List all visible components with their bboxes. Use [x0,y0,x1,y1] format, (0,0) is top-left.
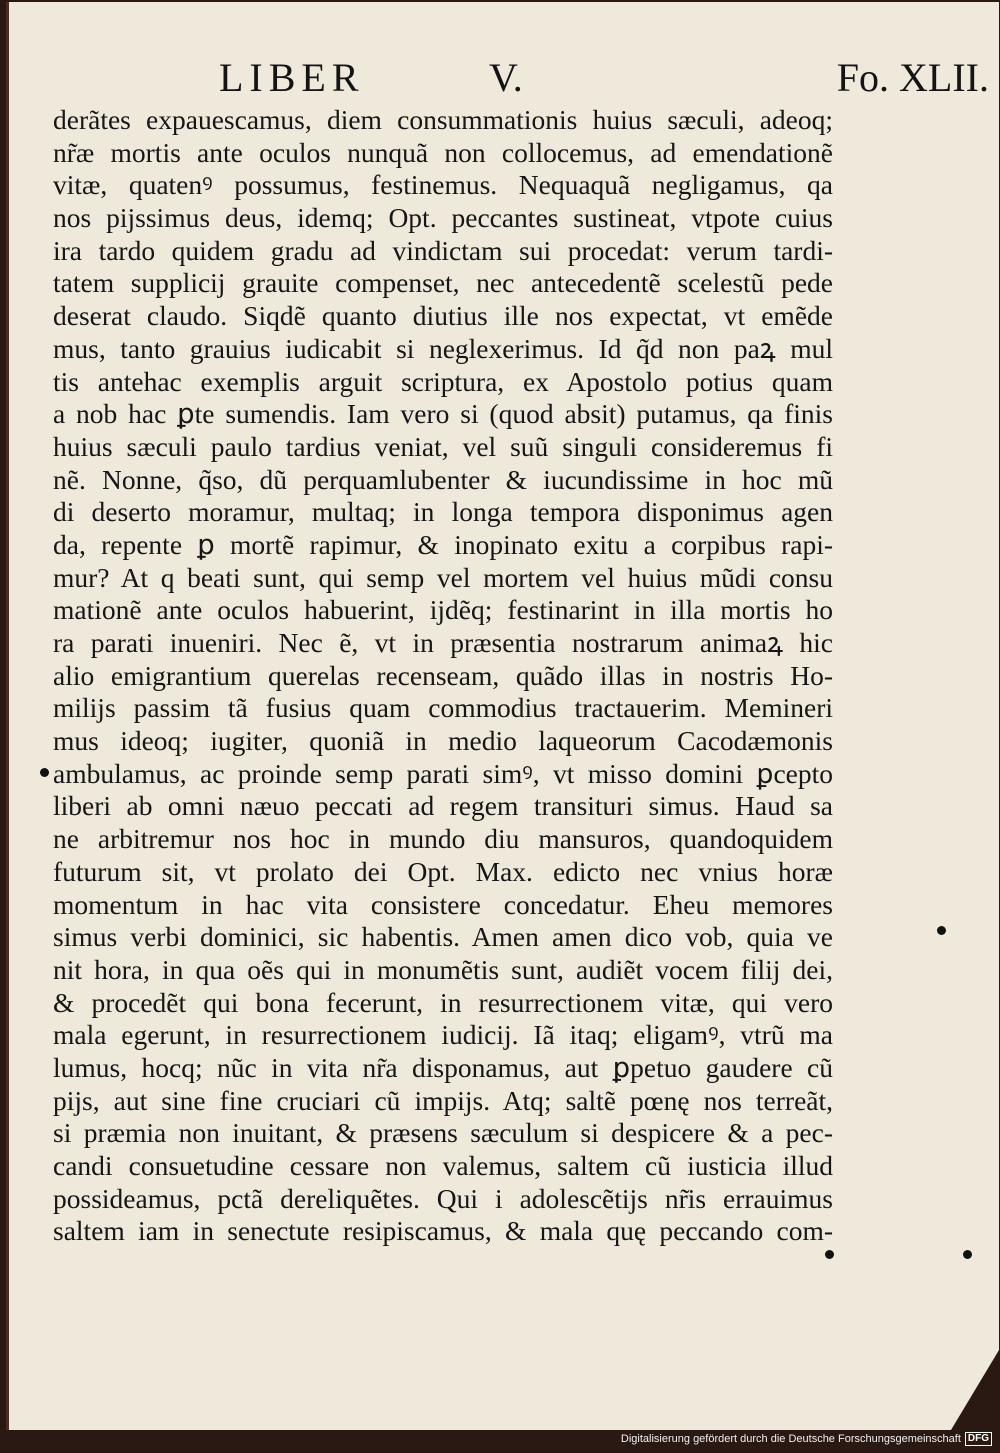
text-line: simus verbi dominici, sic habentis. Amen amen dico vob, quia ve [53,921,833,953]
digitization-footer [621,1431,992,1447]
text-line: alio emigrantium querelas recenseam, quãdo illas in nostris Ho- [53,659,833,691]
text-line: mus ideoq; iugiter, quoniã in medio laqueorum Cacodæmonis [53,725,833,757]
text-line: & procedẽt qui bona fecerunt, in resurrectionem vitæ, qui vero [53,986,833,1018]
text-line: ra parati inueniri. Nec ẽ, vt in præsentia nostrarum animaꝝ hic [53,627,833,658]
text-line: milijs passim tã fusius quam commodius tractauerim. Memineri [53,692,833,724]
text-line: ambulamus, ac proinde semp parati simꝰ, vt misso domini ꝑcepto [53,757,833,789]
text-line: si præmia non inuitant, & præsens sæculum si despicere & a pec- [53,1117,833,1149]
text-line: mus, tanto grauius iudicabit si neglexerimus. Id q̃d non paꝝ mul [53,332,833,364]
dfg-credit-text: Digitalisierung gefördert durch die Deutsche Forschungsgemeinschaft [620,1433,961,1445]
text-line: mationẽ ante oculos habuerint, ijdẽq; festinarint in illa mortis ho [53,594,833,626]
margin-mark [963,1250,972,1259]
text-line: mur? At q beati sunt, qui semp vel mortem vel huius mũdi consu [53,561,833,593]
running-head [219,54,989,100]
text-line: ira tardo quidem gradu ad vindictam sui procedat: verum tardi- [53,234,833,266]
text-line: lumus, hocq; nũc in vita nr̃a disponamus, aut ꝑpetuo gaudere cũ [53,1051,833,1083]
text-line: ne arbitremur nos hoc in mundo diu mansuros, quandoquidem [53,823,833,855]
text-line: nr̃æ mortis ante oculos nunquã non collocemus, ad emendationẽ [53,136,833,168]
text-line: candi consuetudine cessare non valemus, saltem cũ iusticia illud [53,1150,833,1181]
book-page [6,2,999,1430]
text-line: futurum sit, vt prolato dei Opt. Max. edicto nec vnius horæ [53,855,833,887]
text-line: tatem supplicij grauite compenset, nec antecedentẽ scelestũ pede [53,267,833,299]
dfg-logo: DFG [965,1432,992,1446]
text-line: momentum in hac vita consistere concedatur. Eheu memores [53,888,833,920]
text-line: saltem iam in senectute resipiscamus, & mala quę peccando com- [53,1215,833,1247]
text-line: nit hora, in qua oẽs qui in monumẽtis sunt, audiẽt vocem filij dei, [53,953,833,985]
body-text [53,104,833,1248]
text-line: nẽ. Nonne, q̃so, dũ perquamlubenter & iucundissime in hoc mũ [53,463,833,495]
running-head-book: LIBER [219,55,365,100]
running-head-book-number: V. [489,55,523,100]
text-line: mala egerunt, in resurrectionem iudicij. Iã itaq; eligamꝰ, vtrũ ma [53,1019,833,1051]
torn-page-corner [951,1350,999,1430]
text-line: a nob hac ꝑte sumendis. Iam vero si (quod absit) putamus, qa finis [53,398,833,430]
margin-mark [937,926,946,935]
text-line: possideamus, pctã dereliquẽtes. Qui i adolescẽtijs nr̃is errauimus [53,1182,833,1214]
folio-number: Fo. XLII. [836,55,989,100]
text-line: nos pijssimus deus, idemq; Opt. peccantes sustineat, vtpote cuius [53,202,833,234]
text-line: di deserto moramur, multaq; in longa tempora disponimus agen [53,496,833,528]
text-line: derãtes expauescamus, diem consummationis huius sæculi, adeoq; [53,104,833,135]
text-line: da, repente ꝑ mortẽ rapimur, & inopinato exitu a corpibus rapi- [53,528,833,560]
text-line: vitæ, quatenꝰ possumus, festinemus. Nequaquã negligamus, qa [53,169,833,201]
text-line: huius sæculi paulo tardius veniat, vel suũ singuli consideremus fi [53,430,833,462]
margin-mark [825,1250,834,1259]
margin-mark [40,768,49,777]
text-line: deserat claudo. Siqdẽ quanto diutius ille nos expectat, vt emẽde [53,300,833,332]
text-line: liberi ab omni næuo peccati ad regem transituri simus. Haud sa [53,790,833,822]
text-line: pijs, aut sine fine cruciari cũ impijs. Atq; saltẽ pœnę nos terreãt, [53,1084,833,1116]
text-line: tis antehac exemplis arguit scriptura, ex Apostolo potius quam [53,365,833,397]
